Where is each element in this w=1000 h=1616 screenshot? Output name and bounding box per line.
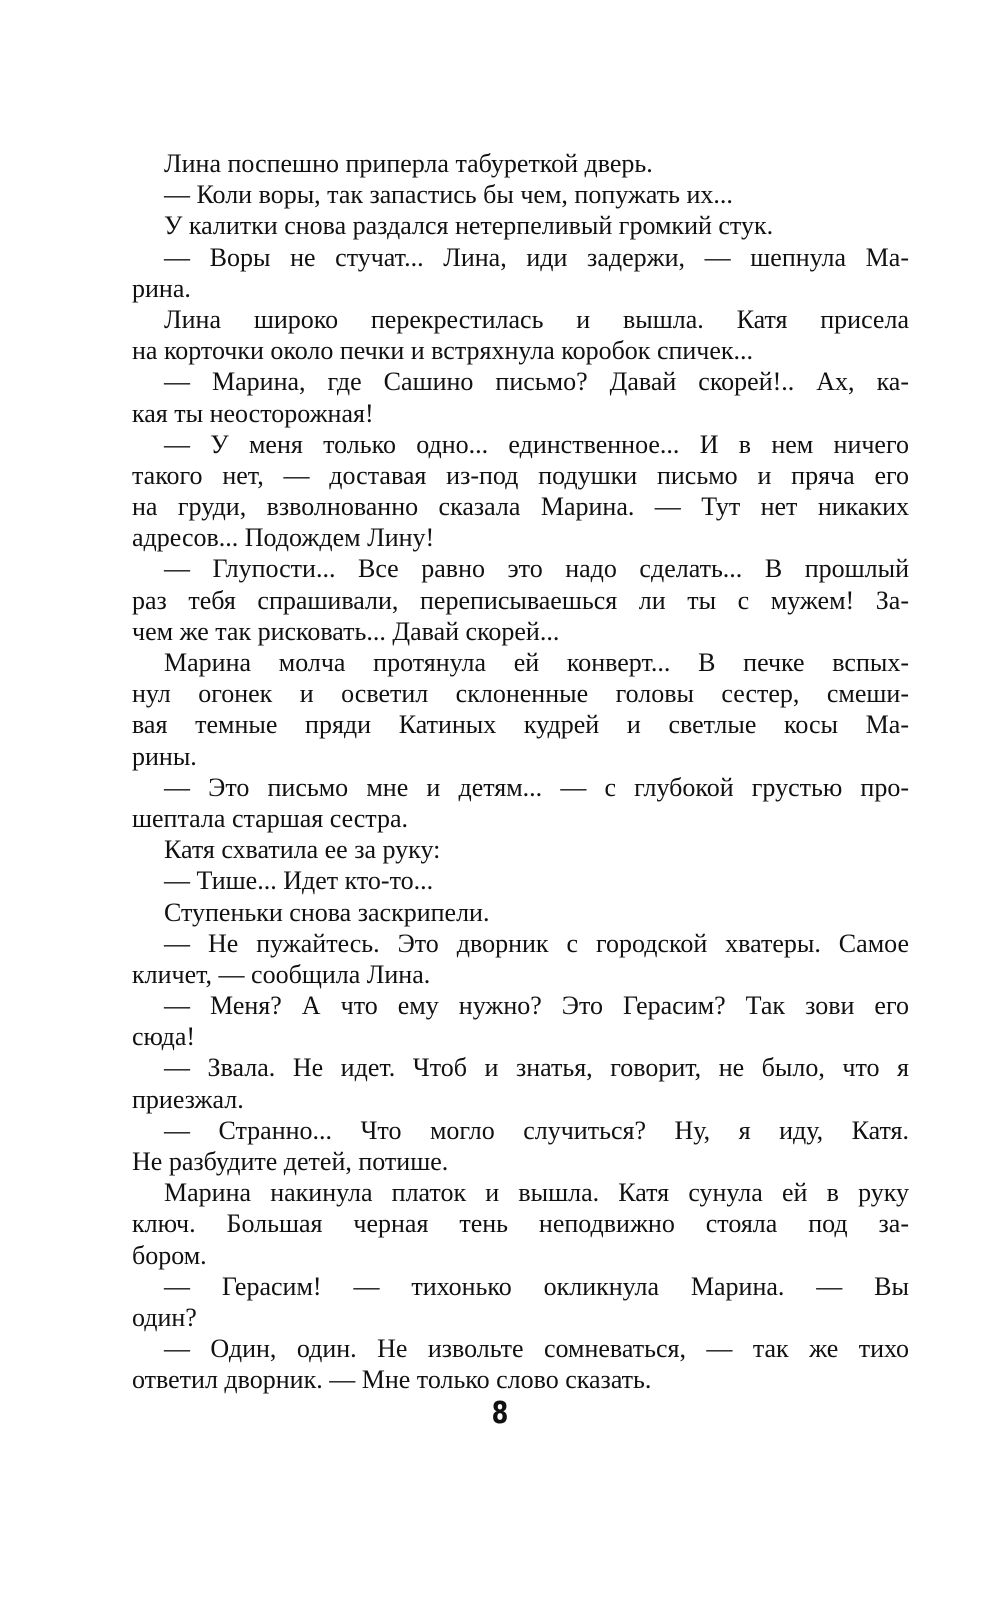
text-line: приезжал. [132,1084,244,1114]
text-line: адресов... Подождем Лину! [132,523,435,553]
text-line: такого нет, — доставая из-под подушки письмо и пряча его [132,460,909,490]
text-line: один? [132,1302,197,1332]
text-line: — Странно... Что могло случиться? Ну, я иду, Катя. [164,1115,909,1145]
text-line: Марина молча протянула ей конверт... В печке вспых- [164,648,909,677]
text-line: Не разбудите детей, потише. [132,1147,449,1176]
text-line: — Глупости... Все равно это надо сделать... В прошлый [164,554,909,584]
text-line: Лина широко перекрестилась и вышла. Катя присела [164,304,909,334]
text-line: — Это письмо мне и детям... — с глубокой грустью про- [164,772,909,802]
text-line: кличет, — сообщила Лина. [132,959,431,989]
text-line: — Марина, где Сашино письмо? Давай скорей!.. Ах, ка- [164,367,909,397]
text-line: вая темные пряди Катиных кудрей и светлые косы Ма- [132,710,909,740]
text-line: — Звала. Не идет. Чтоб и знатья, говорит, не было, что я [164,1053,909,1083]
text-line: раз тебя спрашивали, переписываешься ли ты с мужем! За- [132,585,909,615]
text-line: чем же так рисковать... Давай скорей... [132,616,560,646]
text-line: — Коли воры, так запастись бы чем, попужать их... [164,180,733,210]
text-line: ключ. Большая черная тень неподвижно стояла под за- [132,1209,909,1239]
text-line: бором. [132,1240,207,1270]
text-line: — Воры не стучат... Лина, иди задержи, — шепнула Ма- [164,242,909,272]
text-line: сюда! [132,1022,196,1052]
text-line: — Тише... Идет кто-то... [164,866,434,896]
text-line: Марина накинула платок и вышла. Катя сунула ей в руку [164,1178,909,1208]
text-line: шептала старшая сестра. [132,803,409,833]
text-line: рины. [132,741,197,771]
text-line: — Один, один. Не извольте сомневаться, — так же тихо [164,1334,909,1364]
text-line: — У меня только одно... единственное... И в нем ничего [164,429,909,459]
text-line: У калитки снова раздался нетерпеливый громкий стук. [164,211,774,241]
text-line: рина. [132,273,191,303]
text-line: Катя схватила ее за руку: [164,835,441,865]
body-text [132,148,909,1396]
text-line: — Не пужайтесь. Это дворник с городской хватеры. Самое [164,928,909,958]
text-line: на груди, взволнованно сказала Марина. — Тут нет никаких [132,492,909,522]
text-line: — Герасим! — тихонько окликнула Марина. — Вы [164,1271,909,1301]
text-line: кая ты неосторожная! [132,398,374,428]
page-number: 8 [491,1396,509,1431]
text-line: Ступеньки снова заскрипели. [164,897,490,927]
text-line: Лина поспешно приперла табуреткой дверь. [164,149,653,178]
text-line: ответил дворник. — Мне только слово сказать. [132,1365,652,1395]
text-line: на корточки около печки и встряхнула коробок спичек... [132,336,754,366]
text-line: — Меня? А что ему нужно? Это Герасим? Так зови его [164,991,909,1021]
text-line: нул огонек и осветил склоненные головы сестер, смеши- [132,679,909,709]
